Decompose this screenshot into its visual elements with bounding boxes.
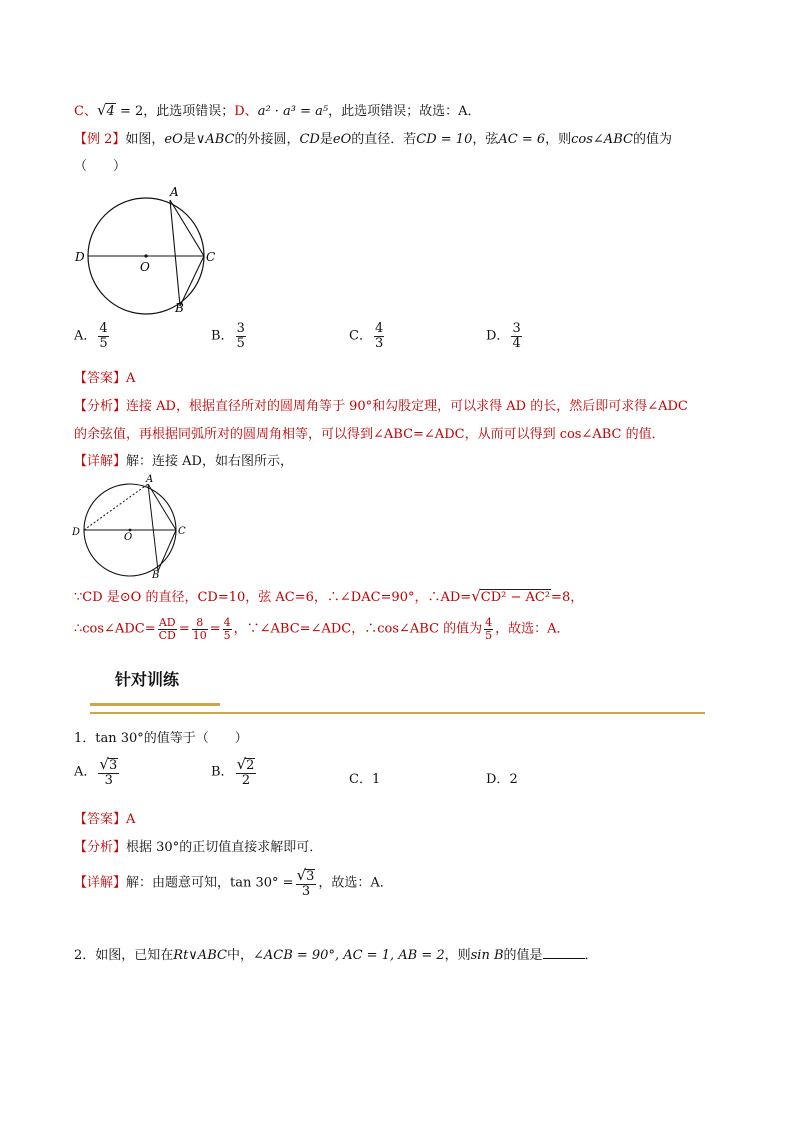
sqrt-4: 4 [106, 104, 115, 119]
answer-blank[interactable] [543, 946, 585, 959]
q2-stem: 2．如图，已知在Rt∨ABC中，∠ACB = 90°, AC = 1, AB = 2，则sin B的值是 ． [74, 948, 598, 963]
fig2-label-c: C [178, 526, 186, 537]
label-c: C [206, 250, 216, 264]
fig2-label-o: O [124, 532, 133, 543]
q1-option-b: B． $\frac{√2}{2}$ [211, 755, 255, 788]
power-expr: a² · a³ = a⁵ [257, 104, 329, 119]
answer-paren: （ ） [74, 159, 127, 174]
c-eq: = 2 [119, 104, 144, 119]
ex2-option-c: C． $\frac{4}{3}$ [349, 321, 384, 351]
section-accent-bar [90, 703, 220, 706]
ex2-answer: 【答案】A [74, 371, 136, 386]
example-tag: 【例 2】 [74, 132, 126, 147]
circle-figure-1 [70, 180, 220, 315]
c-prefix: C、 [74, 104, 97, 119]
example2-stem: 【例 2】如图，eO是∨ABC的外接圆，CD是eO的直径．若CD = 10，弦AC = 6，则cos∠ABC的值为 [74, 132, 672, 147]
ex2-option-b: B． $\frac{3}{5}$ [211, 321, 245, 351]
ex2-option-a: A． $\frac{4}{5}$ [74, 321, 108, 351]
ex2-solution-2: ∴cos∠ADC= $\frac{AD}{CD}$ = $\frac{8}{10}$ = $\frac{4}{5}$ ，∵∠ABC=∠ADC，∴cos∠ABC 的值为 $\frac{4}{5}$ ，故选：A． [74, 616, 570, 642]
fig2-label-b: B [152, 570, 160, 580]
label-d: D [75, 250, 85, 264]
q1-answer: 【答案】A [74, 812, 136, 827]
ex2-option-d: D． $\frac{3}{4}$ [486, 321, 521, 351]
ex2-analysis-2: 的余弦值，再根据同弧所对的圆周角相等，可以得到∠ABC=∠ADC，从而可以得到 cos∠ABC 的值． [74, 427, 665, 442]
ex2-analysis-1: 【分析】连接 AD，根据直径所对的圆周角等于 90°和勾股定理，可以求得 AD 的长，然后即可求得∠ADC [74, 399, 688, 414]
q1-option-a: A． $\frac{√3}{3}$ [74, 755, 118, 788]
ex2-detail: 【详解】解：连接 AD，如右图所示， [74, 454, 293, 469]
section-title: 针对训练 [115, 670, 180, 689]
section-rule [90, 712, 705, 714]
fig2-label-d: D [72, 527, 81, 538]
fig2-label-a: A [146, 474, 154, 485]
circle-figure-2 [70, 472, 190, 580]
q1-option-d: D．2 [486, 772, 518, 787]
label-b: B [175, 301, 184, 315]
q1-analysis: 【分析】根据 30°的正切值直接求解即可． [74, 840, 323, 855]
ex2-solution-1: ∵CD 是⊙O 的直径，CD=10，弦 AC=6，∴∠DAC=90°，∴AD=√CD² − AC²=8， [74, 587, 584, 605]
option-c-d-line: C、√4 = 2，此选项错误；D、a² · a³ = a⁵，此选项错误；故选：A． [74, 101, 481, 119]
label-o: O [140, 260, 150, 274]
label-a: A [170, 185, 179, 199]
q1-stem: 1．tan 30°的值等于（ ） [74, 731, 248, 746]
q1-detail: 【详解】解：由题意可知，tan 30° = $\frac{√3}{3}$ ，故选：A． [74, 866, 393, 899]
q1-option-c: C．1 [349, 772, 381, 787]
